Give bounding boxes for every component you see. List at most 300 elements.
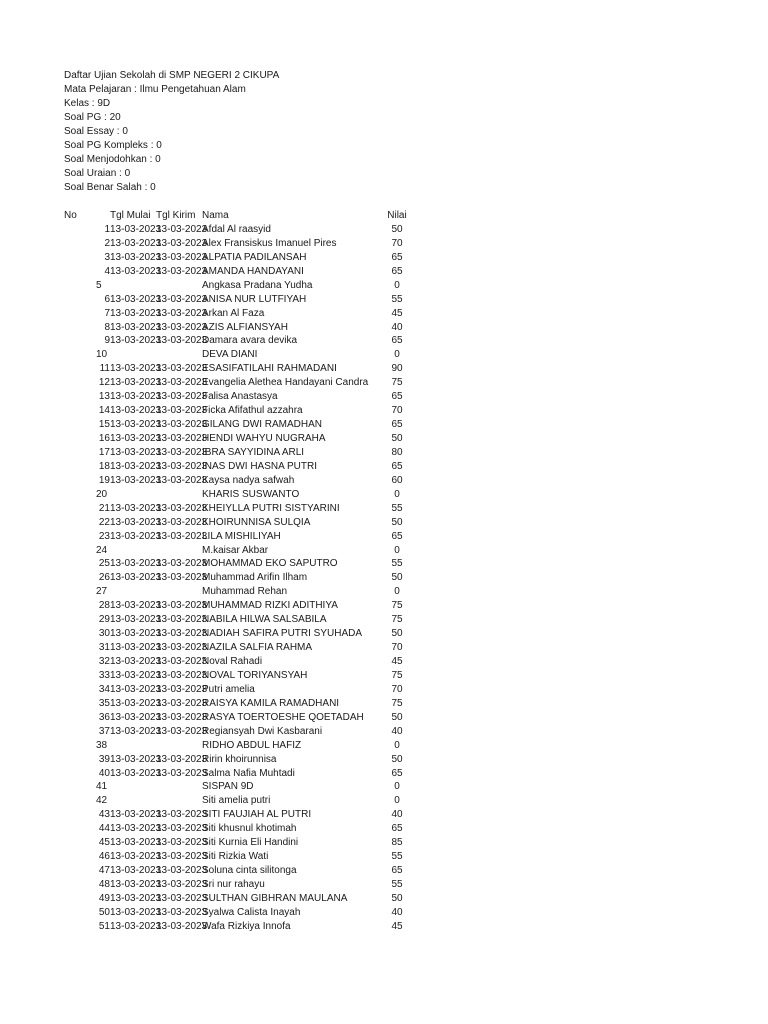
row-number: 21	[98, 502, 110, 514]
row-nilai: 55	[391, 879, 403, 890]
row-number: 26	[98, 572, 110, 584]
row-tgl-kirim: 13-03-2023	[156, 502, 208, 514]
table-row	[0, 794, 768, 808]
row-nilai: 65	[391, 530, 403, 542]
row-nilai: 65	[391, 419, 403, 431]
column-header-tgl-kirim: Tgl Kirim	[156, 210, 196, 221]
row-tgl-mulai: 13-03-2023	[110, 753, 162, 765]
row-nama: MOHAMMAD EKO SAPUTRO	[202, 558, 338, 570]
row-tgl-kirim: 13-03-2023	[156, 419, 208, 431]
row-tgl-mulai: 13-03-2023	[110, 879, 162, 890]
row-tgl-mulai: 13-03-2023	[110, 823, 162, 835]
row-number: 18	[98, 460, 110, 472]
table-row	[0, 460, 768, 474]
row-number: 19	[98, 474, 110, 486]
row-tgl-mulai: 13-03-2023	[110, 237, 162, 249]
row-number: 42	[96, 795, 108, 807]
row-nilai: 0	[394, 781, 400, 793]
row-number: 3	[104, 251, 110, 263]
row-tgl-kirim: 13-03-2023	[156, 851, 208, 863]
row-nilai: 75	[391, 697, 403, 709]
results-table	[0, 209, 768, 934]
class-line: Kelas : 9D	[64, 98, 111, 109]
row-nilai: 0	[394, 739, 400, 751]
table-row	[0, 557, 768, 571]
row-nama: Angkasa Pradana Yudha	[202, 279, 313, 291]
row-nama: NAZILA SALFIA RAHMA	[202, 642, 313, 654]
row-tgl-kirim: 13-03-2023	[156, 433, 208, 444]
table-row	[0, 251, 768, 265]
row-nama: MUHAMMAD RIZKI ADITHIYA	[202, 600, 338, 612]
table-row	[0, 544, 768, 558]
row-tgl-mulai: 13-03-2023	[110, 377, 162, 389]
row-tgl-kirim: 13-03-2023	[156, 892, 208, 904]
row-tgl-kirim: 13-03-2023	[156, 321, 208, 333]
row-number: 24	[96, 544, 108, 556]
row-tgl-mulai: 13-03-2023	[110, 865, 162, 877]
row-nama: Afdal Al raasyid	[202, 223, 271, 235]
row-nama: Siti amelia putri	[202, 795, 271, 807]
row-number: 16	[98, 433, 110, 444]
row-nilai: 65	[391, 823, 403, 835]
row-tgl-kirim: 13-03-2023	[156, 614, 208, 626]
row-tgl-kirim: 13-03-2023	[156, 335, 208, 347]
soal-pg-kompleks-line: Soal PG Kompleks : 0	[64, 140, 162, 151]
table-row	[0, 641, 768, 655]
row-nama: IBRA SAYYIDINA ARLI	[202, 446, 305, 458]
row-nama: Siti khusnul khotimah	[202, 823, 297, 835]
row-nilai: 45	[391, 920, 403, 932]
row-tgl-kirim: 13-03-2023	[156, 837, 208, 849]
row-nama: M.kaisar Akbar	[202, 544, 269, 556]
row-tgl-mulai: 13-03-2023	[110, 628, 162, 640]
table-body	[0, 223, 768, 934]
row-number: 9	[104, 335, 110, 347]
row-nama: RIDHO ABDUL HAFIZ	[202, 739, 302, 751]
row-nama: SULTHAN GIBHRAN MAULANA	[202, 892, 348, 904]
row-tgl-mulai: 13-03-2023	[110, 405, 162, 417]
row-number: 15	[98, 419, 110, 431]
row-nama: Alex Fransiskus Imanuel Pires	[202, 237, 337, 249]
table-row	[0, 293, 768, 307]
row-number: 37	[98, 725, 110, 737]
row-nilai: 40	[391, 906, 403, 918]
row-tgl-mulai: 13-03-2023	[110, 460, 162, 472]
row-tgl-kirim: 13-03-2023	[156, 446, 208, 458]
row-tgl-mulai: 13-03-2023	[110, 530, 162, 542]
row-number: 7	[104, 307, 110, 319]
row-nama: Falisa Anastasya	[202, 391, 278, 403]
row-nilai: 80	[391, 446, 403, 458]
row-nama: NADIAH SAFIRA PUTRI SYUHADA	[202, 628, 363, 640]
table-row	[0, 864, 768, 878]
row-tgl-kirim: 13-03-2023	[156, 767, 208, 779]
row-number: 36	[98, 711, 110, 723]
table-row	[0, 488, 768, 502]
table-row	[0, 725, 768, 739]
row-tgl-kirim: 13-03-2023	[156, 391, 208, 403]
row-nilai: 65	[391, 767, 403, 779]
row-nama: KHARIS SUSWANTO	[202, 488, 300, 500]
row-nama: RASYA TOERTOESHE QOETADAH	[202, 711, 364, 723]
row-number: 25	[98, 558, 110, 570]
row-nilai: 60	[391, 474, 403, 486]
table-row	[0, 502, 768, 516]
table-row	[0, 362, 768, 376]
row-tgl-mulai: 13-03-2023	[110, 892, 162, 904]
table-row	[0, 669, 768, 683]
table-row	[0, 334, 768, 348]
row-tgl-kirim: 13-03-2023	[156, 879, 208, 890]
row-number: 46	[98, 851, 110, 863]
row-tgl-kirim: 13-03-2023	[156, 530, 208, 542]
table-row	[0, 432, 768, 446]
row-nilai: 50	[391, 628, 403, 640]
row-tgl-kirim: 13-03-2023	[156, 405, 208, 417]
row-number: 50	[98, 906, 110, 918]
row-nama: Soluna cinta silitonga	[202, 865, 297, 877]
row-nilai: 0	[394, 488, 400, 500]
row-nilai: 65	[391, 335, 403, 347]
row-number: 13	[98, 391, 110, 403]
row-tgl-mulai: 13-03-2023	[110, 697, 162, 709]
row-number: 23	[98, 530, 110, 542]
row-nilai: 50	[391, 516, 403, 528]
row-nama: INAS DWI HASNA PUTRI	[202, 460, 318, 472]
row-nilai: 65	[391, 865, 403, 877]
row-number: 43	[98, 809, 110, 821]
row-number: 14	[98, 405, 110, 417]
row-tgl-mulai: 13-03-2023	[110, 558, 162, 570]
row-number: 31	[98, 642, 110, 654]
row-tgl-mulai: 13-03-2023	[110, 502, 162, 514]
row-number: 17	[98, 446, 110, 458]
table-row	[0, 767, 768, 781]
row-nama: Muhammad Rehan	[202, 586, 288, 598]
row-tgl-mulai: 13-03-2023	[110, 474, 162, 486]
table-header-row	[0, 209, 768, 223]
table-row	[0, 892, 768, 906]
row-tgl-kirim: 13-03-2023	[156, 656, 208, 667]
table-row	[0, 753, 768, 767]
row-tgl-kirim: 13-03-2023	[156, 265, 208, 277]
row-tgl-mulai: 13-03-2023	[110, 669, 162, 681]
row-nama: Wafa Rizkiya Innofa	[202, 920, 291, 932]
row-tgl-mulai: 13-03-2023	[110, 572, 162, 584]
row-tgl-mulai: 13-03-2023	[110, 307, 162, 319]
table-row	[0, 237, 768, 251]
soal-essay-line: Soal Essay : 0	[64, 126, 128, 137]
row-number: 41	[96, 781, 108, 793]
row-tgl-mulai: 13-03-2023	[110, 251, 162, 263]
row-number: 5	[96, 279, 102, 291]
row-number: 44	[98, 823, 110, 835]
row-nilai: 50	[391, 753, 403, 765]
row-nama: GILANG DWI RAMADHAN	[202, 419, 323, 431]
row-nama: Noval Rahadi	[202, 656, 263, 667]
table-row	[0, 850, 768, 864]
table-row	[0, 530, 768, 544]
row-nama: Syalwa Calista Inayah	[202, 906, 301, 918]
table-row	[0, 348, 768, 362]
row-tgl-mulai: 13-03-2023	[110, 363, 162, 375]
row-nilai: 40	[391, 725, 403, 737]
row-number: 12	[98, 377, 110, 389]
row-nama: DEVA DIANI	[202, 349, 258, 361]
row-nilai: 70	[391, 642, 403, 654]
table-row	[0, 683, 768, 697]
table-row	[0, 390, 768, 404]
row-number: 1	[104, 223, 110, 235]
row-number: 39	[98, 753, 110, 765]
row-nilai: 65	[391, 391, 403, 403]
row-number: 51	[98, 920, 110, 932]
document-header	[64, 69, 279, 195]
row-tgl-kirim: 13-03-2023	[156, 906, 208, 918]
row-tgl-kirim: 13-03-2023	[156, 711, 208, 723]
table-row	[0, 655, 768, 669]
row-nilai: 70	[391, 683, 403, 695]
row-nilai: 0	[394, 279, 400, 291]
row-nilai: 65	[391, 265, 403, 277]
row-tgl-mulai: 13-03-2023	[110, 321, 162, 333]
column-header-no: No	[64, 210, 77, 221]
row-tgl-kirim: 13-03-2023	[156, 683, 208, 695]
table-row	[0, 279, 768, 293]
row-nama: Salma Nafia Muhtadi	[202, 767, 295, 779]
row-tgl-kirim: 13-03-2023	[156, 642, 208, 654]
row-number: 11	[99, 363, 110, 375]
table-row	[0, 808, 768, 822]
row-tgl-kirim: 13-03-2023	[156, 697, 208, 709]
row-number: 38	[96, 739, 108, 751]
row-tgl-mulai: 13-03-2023	[110, 293, 162, 305]
table-row	[0, 376, 768, 390]
row-nilai: 0	[394, 586, 400, 598]
row-number: 22	[98, 516, 110, 528]
row-tgl-mulai: 13-03-2023	[110, 419, 162, 431]
row-nama: KHOIRUNNISA SULQIA	[202, 516, 311, 528]
row-tgl-mulai: 13-03-2023	[110, 265, 162, 277]
table-row	[0, 920, 768, 934]
table-row	[0, 404, 768, 418]
row-nilai: 75	[391, 600, 403, 612]
row-tgl-mulai: 13-03-2023	[110, 837, 162, 849]
soal-menjodohkan-line: Soal Menjodohkan : 0	[64, 154, 161, 165]
row-tgl-kirim: 13-03-2023	[156, 363, 208, 375]
column-header-nilai: Nilai	[387, 210, 407, 221]
table-row	[0, 822, 768, 836]
row-number: 47	[98, 865, 110, 877]
row-tgl-mulai: 13-03-2023	[110, 851, 162, 863]
soal-pg-line: Soal PG : 20	[64, 112, 121, 123]
row-tgl-kirim: 13-03-2023	[156, 377, 208, 389]
row-nama: Sri nur rahayu	[202, 879, 265, 890]
row-tgl-mulai: 13-03-2023	[110, 920, 162, 932]
row-nilai: 90	[391, 363, 403, 375]
row-nama: ANISA NUR LUTFIYAH	[202, 293, 307, 305]
row-nama: HENDI WAHYU NUGRAHA	[202, 433, 326, 444]
row-nilai: 65	[391, 251, 403, 263]
row-nama: ALPATIA PADILANSAH	[202, 251, 307, 263]
row-tgl-mulai: 13-03-2023	[110, 223, 162, 235]
row-nilai: 45	[391, 656, 403, 667]
row-nilai: 50	[391, 572, 403, 584]
row-tgl-kirim: 13-03-2023	[156, 460, 208, 472]
row-number: 8	[104, 321, 110, 333]
row-tgl-mulai: 13-03-2023	[110, 656, 162, 667]
table-row	[0, 906, 768, 920]
row-nama: RAISYA KAMILA RAMADHANI	[202, 697, 340, 709]
row-number: 4	[104, 265, 110, 277]
row-nama: Kaysa nadya safwah	[202, 474, 295, 486]
table-row	[0, 307, 768, 321]
row-nilai: 0	[394, 795, 400, 807]
row-tgl-mulai: 13-03-2023	[110, 642, 162, 654]
row-number: 30	[98, 628, 110, 640]
table-row	[0, 223, 768, 237]
row-tgl-kirim: 13-03-2023	[156, 251, 208, 263]
row-tgl-kirim: 13-03-2023	[156, 809, 208, 821]
row-tgl-mulai: 13-03-2023	[110, 600, 162, 612]
row-tgl-kirim: 13-03-2023	[156, 865, 208, 877]
row-nilai: 40	[391, 809, 403, 821]
row-tgl-kirim: 13-03-2023	[156, 572, 208, 584]
row-nilai: 75	[391, 669, 403, 681]
row-nilai: 50	[391, 892, 403, 904]
row-tgl-mulai: 13-03-2023	[110, 906, 162, 918]
row-tgl-kirim: 13-03-2023	[156, 823, 208, 835]
row-tgl-mulai: 13-03-2023	[110, 711, 162, 723]
row-tgl-kirim: 13-03-2023	[156, 669, 208, 681]
row-nilai: 50	[391, 433, 403, 444]
table-row	[0, 780, 768, 794]
row-nama: KHEIYLLA PUTRI SISTYARINI	[202, 502, 340, 514]
row-nilai: 0	[394, 544, 400, 556]
row-nilai: 85	[391, 837, 403, 849]
row-tgl-mulai: 13-03-2023	[110, 725, 162, 737]
row-nilai: 55	[391, 558, 403, 570]
row-tgl-kirim: 13-03-2023	[156, 920, 208, 932]
row-number: 45	[98, 837, 110, 849]
table-row	[0, 739, 768, 753]
row-tgl-kirim: 13-03-2023	[156, 558, 208, 570]
row-nama: NOVAL TORIYANSYAH	[202, 669, 308, 681]
soal-uraian-line: Soal Uraian : 0	[64, 168, 131, 179]
row-number: 32	[98, 656, 110, 667]
row-tgl-mulai: 13-03-2023	[110, 516, 162, 528]
row-nama: Muhammad Arifin Ilham	[202, 572, 308, 584]
row-nilai: 40	[391, 321, 403, 333]
row-nama: SISPAN 9D	[202, 781, 254, 793]
row-tgl-mulai: 13-03-2023	[110, 433, 162, 444]
row-nilai: 55	[391, 851, 403, 863]
row-nilai: 75	[391, 377, 403, 389]
row-tgl-mulai: 13-03-2023	[110, 809, 162, 821]
row-number: 48	[98, 879, 110, 890]
row-number: 10	[96, 349, 108, 361]
row-nama: Putri amelia	[202, 683, 255, 695]
row-tgl-mulai: 13-03-2023	[110, 767, 162, 779]
row-number: 20	[96, 488, 108, 500]
table-row	[0, 265, 768, 279]
row-nama: Damara avara devika	[202, 335, 298, 347]
row-number: 35	[98, 697, 110, 709]
row-tgl-kirim: 13-03-2023	[156, 753, 208, 765]
table-row	[0, 585, 768, 599]
row-nama: Siti Rizkia Wati	[202, 851, 269, 863]
table-row	[0, 836, 768, 850]
row-nama: Ficka Afifathul azzahra	[202, 405, 303, 417]
row-nama: Evangelia Alethea Handayani Candra	[202, 377, 369, 389]
row-tgl-mulai: 13-03-2023	[110, 683, 162, 695]
row-tgl-mulai: 13-03-2023	[110, 391, 162, 403]
row-number: 40	[98, 767, 110, 779]
row-tgl-mulai: 13-03-2023	[110, 446, 162, 458]
column-header-nama: Nama	[202, 210, 229, 221]
table-row	[0, 627, 768, 641]
table-row	[0, 599, 768, 613]
row-nilai: 75	[391, 614, 403, 626]
table-row	[0, 446, 768, 460]
row-nama: AZIS ALFIANSYAH	[202, 321, 288, 333]
row-nilai: 50	[391, 223, 403, 235]
row-tgl-mulai: 13-03-2023	[110, 614, 162, 626]
row-number: 2	[104, 237, 110, 249]
table-row	[0, 516, 768, 530]
row-number: 33	[98, 669, 110, 681]
subject-line: Mata Pelajaran : Ilmu Pengetahuan Alam	[64, 84, 246, 95]
row-nama: Siti Kurnia Eli Handini	[202, 837, 299, 849]
row-tgl-kirim: 13-03-2023	[156, 600, 208, 612]
table-row	[0, 613, 768, 627]
row-nama: LILA MISHILIYAH	[202, 530, 281, 542]
row-tgl-kirim: 13-03-2023	[156, 474, 208, 486]
row-number: 27	[96, 586, 108, 598]
table-row	[0, 321, 768, 335]
row-nilai: 45	[391, 307, 403, 319]
row-number: 6	[104, 293, 110, 305]
row-nama: SITI FAUJIAH AL PUTRI	[202, 809, 312, 821]
row-nama: Regiansyah Dwi Kasbarani	[202, 725, 323, 737]
row-nilai: 50	[391, 711, 403, 723]
table-row	[0, 711, 768, 725]
row-tgl-kirim: 13-03-2023	[156, 725, 208, 737]
row-tgl-kirim: 13-03-2023	[156, 237, 208, 249]
row-tgl-kirim: 13-03-2023	[156, 516, 208, 528]
row-nama: Arkan Al Faza	[202, 307, 265, 319]
row-number: 29	[98, 614, 110, 626]
row-tgl-kirim: 13-03-2023	[156, 307, 208, 319]
row-nama: AMANDA HANDAYANI	[202, 265, 304, 277]
row-number: 34	[98, 683, 110, 695]
table-row	[0, 878, 768, 892]
row-number: 49	[98, 892, 110, 904]
row-nilai: 0	[394, 349, 400, 361]
row-nama: ESASIFATILAHI RAHMADANI	[202, 363, 337, 375]
row-nilai: 55	[391, 293, 403, 305]
soal-benar-salah-line: Soal Benar Salah : 0	[64, 182, 156, 193]
table-row	[0, 474, 768, 488]
row-number: 28	[98, 600, 110, 612]
column-header-tgl-mulai: Tgl Mulai	[110, 210, 151, 221]
row-nama: NABILA HILWA SALSABILA	[202, 614, 327, 626]
row-nilai: 65	[391, 460, 403, 472]
document-title: Daftar Ujian Sekolah di SMP NEGERI 2 CIKUPA	[64, 70, 280, 81]
row-tgl-mulai: 13-03-2023	[110, 335, 162, 347]
table-row	[0, 418, 768, 432]
row-tgl-kirim: 13-03-2023	[156, 628, 208, 640]
